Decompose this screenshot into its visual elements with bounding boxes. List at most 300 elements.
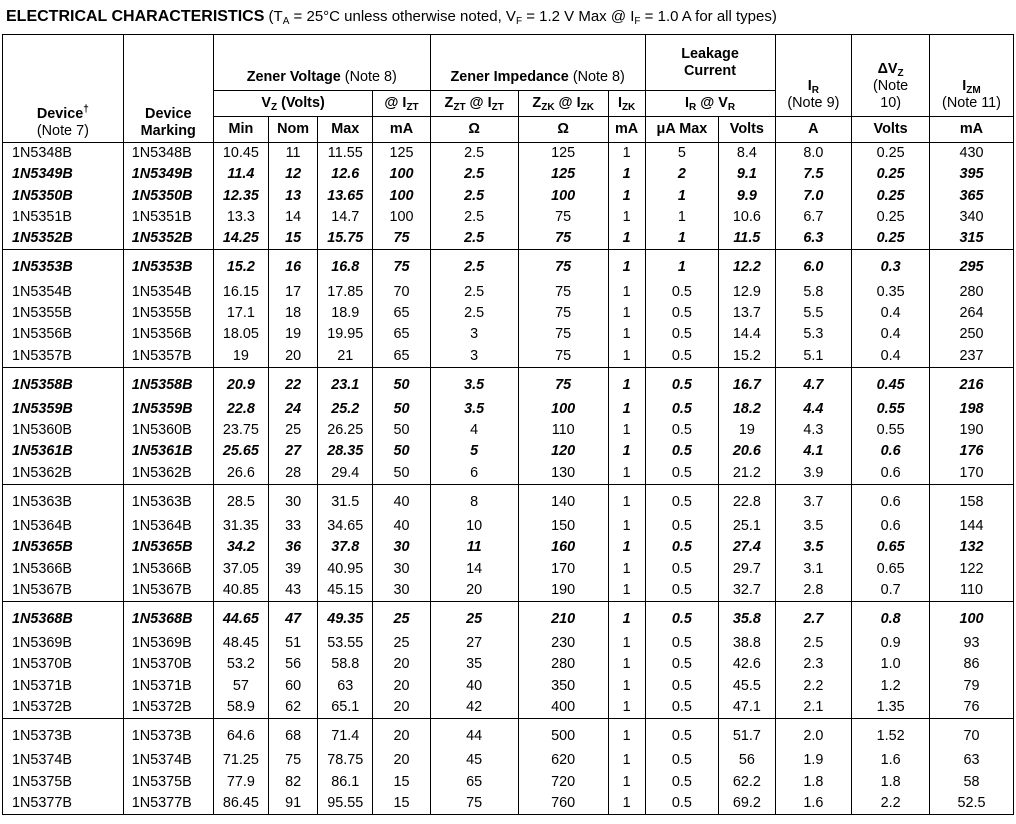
table-cell: 44	[430, 719, 518, 751]
table-cell: 14	[430, 558, 518, 579]
table-cell: 0.5	[645, 558, 719, 579]
table-cell: 65	[373, 303, 430, 324]
table-cell: 20	[373, 697, 430, 719]
table-cell: 50	[373, 399, 430, 420]
device-cell: 1N5356B	[3, 324, 124, 345]
table-cell: 69.2	[719, 793, 775, 815]
unit-min: Min	[213, 117, 268, 143]
marking-cell: 1N5353B	[123, 250, 213, 282]
table-row	[3, 250, 1014, 282]
marking-cell: 1N5369B	[123, 633, 213, 654]
table-cell: 14	[269, 207, 318, 228]
table-row	[3, 186, 1014, 207]
table-cell: 122	[929, 558, 1013, 579]
table-cell: 20.6	[719, 441, 775, 462]
marking-cell: 1N5375B	[123, 772, 213, 793]
table-cell: 4.4	[775, 399, 852, 420]
table-cell: 18.05	[213, 324, 268, 345]
table-cell: 35	[430, 654, 518, 675]
table-cell: 37.8	[318, 537, 373, 558]
table-cell: 47.1	[719, 697, 775, 719]
device-cell: 1N5350B	[3, 186, 124, 207]
table-cell: 110	[929, 580, 1013, 602]
table-cell: 0.5	[645, 602, 719, 634]
table-row	[3, 420, 1014, 441]
table-cell: 2.7	[775, 602, 852, 634]
table-cell: 1	[608, 602, 645, 634]
table-row	[3, 719, 1014, 751]
table-row	[3, 281, 1014, 302]
table-cell: 37.05	[213, 558, 268, 579]
device-cell: 1N5352B	[3, 228, 124, 250]
table-row	[3, 228, 1014, 250]
device-cell: 1N5358B	[3, 367, 124, 399]
table-row	[3, 345, 1014, 367]
table-cell: 1	[608, 558, 645, 579]
table-cell: 86.1	[318, 772, 373, 793]
device-cell: 1N5359B	[3, 399, 124, 420]
marking-cell: 1N5352B	[123, 228, 213, 250]
vz-volts-header: $V_Z$ (Volts)	[213, 91, 373, 117]
device-cell: 1N5371B	[3, 676, 124, 697]
table-row	[3, 676, 1014, 697]
device-cell: 1N5364B	[3, 516, 124, 537]
table-cell: 0.5	[645, 793, 719, 815]
table-cell: 13	[269, 186, 318, 207]
table-cell: 18	[269, 303, 318, 324]
table-cell: 0.5	[645, 420, 719, 441]
marking-cell: 1N5351B	[123, 207, 213, 228]
table-cell: 44.65	[213, 602, 268, 634]
table-cell: 95.55	[318, 793, 373, 815]
table-cell: 0.5	[645, 537, 719, 558]
table-cell: 20	[430, 580, 518, 602]
table-cell: 8	[430, 484, 518, 516]
device-cell: 1N5374B	[3, 750, 124, 771]
table-cell: 1.52	[852, 719, 930, 751]
device-cell: 1N5372B	[3, 697, 124, 719]
unit-nom: Nom	[269, 117, 318, 143]
table-row	[3, 516, 1014, 537]
marking-cell: 1N5355B	[123, 303, 213, 324]
table-cell: 0.3	[852, 250, 930, 282]
table-cell: 15.2	[213, 250, 268, 282]
table-cell: 158	[929, 484, 1013, 516]
table-cell: 20	[373, 750, 430, 771]
table-cell: 75	[373, 228, 430, 250]
table-cell: 350	[518, 676, 608, 697]
table-cell: 19	[213, 345, 268, 367]
device-cell: 1N5361B	[3, 441, 124, 462]
table-cell: 430	[929, 143, 1013, 165]
table-cell: 30	[269, 484, 318, 516]
table-cell: 0.5	[645, 441, 719, 462]
table-cell: 25	[373, 633, 430, 654]
table-cell: 0.5	[645, 654, 719, 675]
table-cell: 19	[719, 420, 775, 441]
table-cell: 2.1	[775, 697, 852, 719]
table-cell: 12.2	[719, 250, 775, 282]
marking-cell: 1N5357B	[123, 345, 213, 367]
table-cell: 11.55	[318, 143, 373, 165]
table-cell: 1	[608, 367, 645, 399]
marking-cell: 1N5366B	[123, 558, 213, 579]
table-cell: 0.6	[852, 463, 930, 485]
table-cell: 42.6	[719, 654, 775, 675]
table-cell: 395	[929, 164, 1013, 185]
table-cell: 75	[518, 207, 608, 228]
table-cell: 11	[269, 143, 318, 165]
table-cell: 1	[645, 207, 719, 228]
table-cell: 28.5	[213, 484, 268, 516]
table-cell: 35.8	[719, 602, 775, 634]
table-cell: 6.7	[775, 207, 852, 228]
device-header: Device† (Note 7)	[3, 35, 124, 143]
table-cell: 75	[518, 303, 608, 324]
table-cell: 1	[608, 484, 645, 516]
unit-izm-ma: mA	[929, 117, 1013, 143]
marking-cell: 1N5348B	[123, 143, 213, 165]
table-cell: 23.1	[318, 367, 373, 399]
table-cell: 13.7	[719, 303, 775, 324]
table-cell: 125	[518, 143, 608, 165]
table-cell: 0.65	[852, 537, 930, 558]
table-row	[3, 654, 1014, 675]
table-cell: 26.25	[318, 420, 373, 441]
marking-cell: 1N5371B	[123, 676, 213, 697]
table-cell: 1	[608, 750, 645, 771]
table-cell: 100	[373, 207, 430, 228]
unit-izt-ma: mA	[373, 117, 430, 143]
table-cell: 176	[929, 441, 1013, 462]
table-cell: 40	[430, 676, 518, 697]
marking-cell: 1N5365B	[123, 537, 213, 558]
device-cell: 1N5357B	[3, 345, 124, 367]
zzt-at-izt-header: $Z_{ZT}$ @ $I_{ZT}$	[430, 91, 518, 117]
table-row	[3, 697, 1014, 719]
table-cell: 4.1	[775, 441, 852, 462]
table-cell: 5.3	[775, 324, 852, 345]
zener-impedance-header: Zener Impedance (Note 8)	[430, 35, 645, 91]
table-cell: 2	[645, 164, 719, 185]
table-cell: 340	[929, 207, 1013, 228]
table-cell: 100	[518, 399, 608, 420]
table-cell: 0.5	[645, 463, 719, 485]
table-cell: 2.3	[775, 654, 852, 675]
table-cell: 6.3	[775, 228, 852, 250]
table-cell: 58.9	[213, 697, 268, 719]
table-cell: 100	[373, 186, 430, 207]
table-cell: 3	[430, 324, 518, 345]
table-cell: 53.2	[213, 654, 268, 675]
table-cell: 280	[518, 654, 608, 675]
table-cell: 71.4	[318, 719, 373, 751]
device-cell: 1N5349B	[3, 164, 124, 185]
table-cell: 52.5	[929, 793, 1013, 815]
table-cell: 12.9	[719, 281, 775, 302]
table-cell: 19.95	[318, 324, 373, 345]
table-cell: 18.9	[318, 303, 373, 324]
table-cell: 5.8	[775, 281, 852, 302]
table-cell: 75	[518, 228, 608, 250]
table-cell: 120	[518, 441, 608, 462]
table-cell: 2.5	[430, 207, 518, 228]
table-cell: 78.75	[318, 750, 373, 771]
table-cell: 1.9	[775, 750, 852, 771]
table-cell: 63	[318, 676, 373, 697]
table-cell: 70	[373, 281, 430, 302]
table-cell: 3.7	[775, 484, 852, 516]
table-cell: 12	[269, 164, 318, 185]
table-cell: 0.5	[645, 303, 719, 324]
table-cell: 31.35	[213, 516, 268, 537]
table-cell: 5	[645, 143, 719, 165]
table-cell: 8.4	[719, 143, 775, 165]
table-cell: 51	[269, 633, 318, 654]
table-cell: 43	[269, 580, 318, 602]
table-cell: 400	[518, 697, 608, 719]
device-cell: 1N5353B	[3, 250, 124, 282]
table-cell: 0.35	[852, 281, 930, 302]
device-cell: 1N5351B	[3, 207, 124, 228]
table-cell: 1.35	[852, 697, 930, 719]
table-cell: 49.35	[318, 602, 373, 634]
table-cell: 40	[373, 484, 430, 516]
table-row	[3, 207, 1014, 228]
table-cell: 0.25	[852, 207, 930, 228]
table-cell: 1	[608, 228, 645, 250]
table-cell: 0.4	[852, 303, 930, 324]
table-cell: 1.2	[852, 676, 930, 697]
table-cell: 1	[608, 420, 645, 441]
table-cell: 23.75	[213, 420, 268, 441]
izm-header: $I_{ZM}$ (Note 11)	[929, 35, 1013, 117]
table-cell: 14.25	[213, 228, 268, 250]
table-cell: 34.2	[213, 537, 268, 558]
table-cell: 33	[269, 516, 318, 537]
table-cell: 68	[269, 719, 318, 751]
table-cell: 60	[269, 676, 318, 697]
table-cell: 27	[269, 441, 318, 462]
table-cell: 65.1	[318, 697, 373, 719]
table-cell: 20	[373, 676, 430, 697]
table-cell: 64.6	[213, 719, 268, 751]
table-row	[3, 558, 1014, 579]
table-cell: 2.0	[775, 719, 852, 751]
table-cell: 1	[645, 228, 719, 250]
table-row	[3, 441, 1014, 462]
table-cell: 190	[929, 420, 1013, 441]
table-row	[3, 164, 1014, 185]
table-cell: 2.5	[430, 164, 518, 185]
marking-cell: 1N5368B	[123, 602, 213, 634]
table-cell: 17	[269, 281, 318, 302]
table-cell: 0.5	[645, 367, 719, 399]
delta-vz-header: $\Delta V_Z$ (Note 10)	[852, 35, 930, 117]
table-cell: 0.4	[852, 345, 930, 367]
table-cell: 1	[608, 719, 645, 751]
table-cell: 5.1	[775, 345, 852, 367]
table-row	[3, 367, 1014, 399]
table-cell: 0.25	[852, 143, 930, 165]
table-cell: 3.1	[775, 558, 852, 579]
table-cell: 86	[929, 654, 1013, 675]
table-cell: 2.5	[430, 143, 518, 165]
table-cell: 75	[373, 250, 430, 282]
marking-cell: 1N5354B	[123, 281, 213, 302]
table-cell: 125	[373, 143, 430, 165]
table-cell: 0.5	[645, 676, 719, 697]
table-row	[3, 602, 1014, 634]
table-cell: 39	[269, 558, 318, 579]
at-izt-header: @ $I_{ZT}$	[373, 91, 430, 117]
device-cell: 1N5365B	[3, 537, 124, 558]
table-cell: 0.5	[645, 719, 719, 751]
table-cell: 16.7	[719, 367, 775, 399]
table-cell: 0.7	[852, 580, 930, 602]
table-cell: 77.9	[213, 772, 268, 793]
table-cell: 0.6	[852, 516, 930, 537]
table-cell: 1	[608, 207, 645, 228]
table-cell: 2.5	[430, 303, 518, 324]
table-cell: 19	[269, 324, 318, 345]
unit-izk-ma: mA	[608, 117, 645, 143]
table-cell: 130	[518, 463, 608, 485]
table-cell: 12.6	[318, 164, 373, 185]
table-cell: 16.8	[318, 250, 373, 282]
device-cell: 1N5368B	[3, 602, 124, 634]
table-cell: 0.5	[645, 484, 719, 516]
table-cell: 0.4	[852, 324, 930, 345]
table-cell: 1.8	[775, 772, 852, 793]
table-cell: 210	[518, 602, 608, 634]
unit-zzt-ohm: Ω	[430, 117, 518, 143]
table-cell: 0.5	[645, 399, 719, 420]
table-cell: 79	[929, 676, 1013, 697]
table-cell: 3	[430, 345, 518, 367]
table-cell: 40	[373, 516, 430, 537]
table-cell: 295	[929, 250, 1013, 282]
table-cell: 20.9	[213, 367, 268, 399]
table-cell: 264	[929, 303, 1013, 324]
table-cell: 2.5	[430, 228, 518, 250]
table-cell: 198	[929, 399, 1013, 420]
table-cell: 230	[518, 633, 608, 654]
table-cell: 1	[608, 516, 645, 537]
table-cell: 28.35	[318, 441, 373, 462]
device-cell: 1N5366B	[3, 558, 124, 579]
table-cell: 15	[373, 772, 430, 793]
device-cell: 1N5373B	[3, 719, 124, 751]
table-cell: 0.6	[852, 441, 930, 462]
table-cell: 51.7	[719, 719, 775, 751]
table-cell: 12.35	[213, 186, 268, 207]
device-cell: 1N5360B	[3, 420, 124, 441]
table-cell: 2.5	[430, 250, 518, 282]
table-cell: 1	[608, 676, 645, 697]
table-cell: 62.2	[719, 772, 775, 793]
table-cell: 75	[269, 750, 318, 771]
unit-max: Max	[318, 117, 373, 143]
table-cell: 2.5	[430, 186, 518, 207]
table-header	[3, 35, 1014, 143]
table-cell: 22.8	[719, 484, 775, 516]
table-cell: 28	[269, 463, 318, 485]
table-cell: 50	[373, 463, 430, 485]
table-cell: 16.15	[213, 281, 268, 302]
table-cell: 0.9	[852, 633, 930, 654]
table-cell: 1	[608, 303, 645, 324]
table-cell: 48.45	[213, 633, 268, 654]
table-cell: 8.0	[775, 143, 852, 165]
table-cell: 0.5	[645, 281, 719, 302]
table-cell: 0.5	[645, 750, 719, 771]
table-cell: 1.8	[852, 772, 930, 793]
table-row	[3, 324, 1014, 345]
table-cell: 18.2	[719, 399, 775, 420]
zener-voltage-header: Zener Voltage (Note 8)	[213, 35, 430, 91]
ir-header: $I_R$ (Note 9)	[775, 35, 852, 117]
table-cell: 47	[269, 602, 318, 634]
table-cell: 280	[929, 281, 1013, 302]
table-cell: 1	[608, 250, 645, 282]
table-cell: 65	[373, 345, 430, 367]
table-row	[3, 484, 1014, 516]
marking-cell: 1N5358B	[123, 367, 213, 399]
table-cell: 86.45	[213, 793, 268, 815]
table-cell: 10.45	[213, 143, 268, 165]
table-cell: 29.7	[719, 558, 775, 579]
table-cell: 132	[929, 537, 1013, 558]
table-title	[6, 8, 777, 26]
table-cell: 16	[269, 250, 318, 282]
table-cell: 6.0	[775, 250, 852, 282]
table-row	[3, 399, 1014, 420]
table-row	[3, 143, 1014, 165]
device-cell: 1N5355B	[3, 303, 124, 324]
table-cell: 1	[608, 399, 645, 420]
table-cell: 75	[518, 250, 608, 282]
table-cell: 13.65	[318, 186, 373, 207]
marking-cell: 1N5360B	[123, 420, 213, 441]
table-cell: 9.1	[719, 164, 775, 185]
table-cell: 13.3	[213, 207, 268, 228]
table-cell: 0.45	[852, 367, 930, 399]
table-cell: 7.0	[775, 186, 852, 207]
table-cell: 27	[430, 633, 518, 654]
unit-vr-volts: Volts	[719, 117, 775, 143]
table-cell: 34.65	[318, 516, 373, 537]
table-cell: 25.2	[318, 399, 373, 420]
leakage-current-header: Leakage Current	[645, 35, 775, 91]
table-cell: 11	[430, 537, 518, 558]
table-cell: 14.7	[318, 207, 373, 228]
table-cell: 1.6	[852, 750, 930, 771]
table-cell: 2.2	[852, 793, 930, 815]
marking-cell: 1N5370B	[123, 654, 213, 675]
table-cell: 100	[373, 164, 430, 185]
marking-cell: 1N5367B	[123, 580, 213, 602]
table-cell: 50	[373, 367, 430, 399]
table-cell: 25.65	[213, 441, 268, 462]
table-cell: 125	[518, 164, 608, 185]
table-cell: 26.6	[213, 463, 268, 485]
table-cell: 500	[518, 719, 608, 751]
table-cell: 190	[518, 580, 608, 602]
title-heading: ELECTRICAL CHARACTERISTICS	[6, 8, 265, 25]
table-cell: 1	[608, 164, 645, 185]
table-cell: 720	[518, 772, 608, 793]
